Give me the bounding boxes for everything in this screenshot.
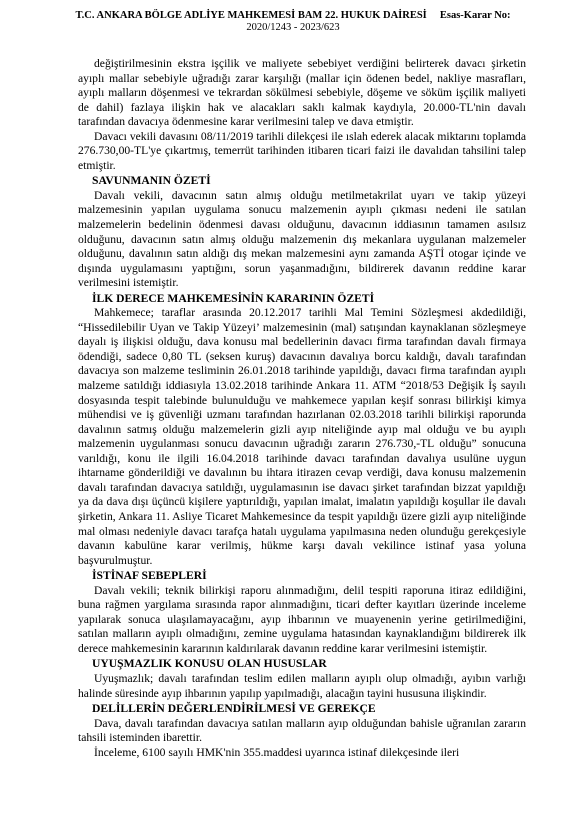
court-name: T.C. ANKARA BÖLGE ADLİYE MAHKEMESİ BAM 22. HUKUK DAİRESİ: [75, 10, 427, 21]
document-body: [78, 57, 526, 760]
paragraph-case-definition: Dava, davalı tarafından davacıya satılan malların ayıp olduğundan bahisle uğranılan zararın tahsili isteminden ibarettir.: [78, 716, 526, 745]
document-header: [0, 10, 586, 34]
paragraph-dispute: Uyuşmazlık; davalı tarafından teslim edilen malların ayıplı olup olmadığı, ayıbın varlığı halinde süresinde ayıp ihbarının yapılıp yapılmadığı, alacağın tayini hususuna ilişkindir.: [78, 671, 526, 700]
paragraph-claim-continued: değiştirilmesinin ekstra işçilik ve maliyete sebebiyet verdiğini belirterek davacı şirketin ayıplı mallar sebebiyle uğradığı zarar karşılığı (mallar için ödenen bedel, nakliye masrafları, ayıplı malların döşenmesi ve tekrardan sökülmesi sebebiyle, döşeme ve söküm işçilik maliyeti de dahil) fazlaya ilişkin hak ve alacakları saklı kalmak kaydıyla, 20.000-TL'nin davalı tarafından davacıya ödenmesine karar verilmesini talep ve dava etmiştir.: [78, 57, 526, 129]
case-numbers: 2020/1243 - 2023/623: [246, 22, 340, 33]
heading-defense-summary: SAVUNMANIN ÖZETİ: [92, 174, 211, 188]
esas-karar-label: Esas-Karar No:: [439, 10, 511, 21]
header-line: [0, 10, 586, 22]
heading-dispute-issues: UYUŞMAZLIK KONUSU OLAN HUSUSLAR: [92, 657, 327, 671]
paragraph-amendment: Davacı vekili davasını 08/11/2019 tarihli dilekçesi ile ıslah ederek alacak miktarını toplamda 276.730,00-TL'ye çıkartmış, temerrüt tarihinden itibaren ticari faizi ile davalıdan tahsilini talep etmiştir.: [78, 129, 526, 172]
heading-first-instance-decision: İLK DERECE MAHKEMESİNİN KARARININ ÖZETİ: [92, 291, 375, 305]
heading-appeal-grounds: İSTİNAF SEBEPLERİ: [92, 569, 207, 583]
paragraph-appeal-grounds: Davalı vekili; teknik bilirkişi raporu alınmadığını, delil tespiti raporuna itiraz edildiğini, buna rağmen yargılama sırasında rapor alınmadığını, ticari defter kayıtları üzerinde inceleme yapılarak sonuca ulaşılamayacağını, ayıp ihbarının ve muayenenin yerine getirilmediğini, satılan malların ayıplı olmadığını, zemine uygulama hatasından kaynaklandığını bildirerek ilk derece mahkemesinin kararının kaldırılarak davanın reddine karar verilmesini istemiştir.: [78, 583, 526, 655]
paragraph-review: İnceleme, 6100 sayılı HMK'nin 355.maddesi uyarınca istinaf dilekçesinde ileri: [94, 745, 460, 759]
heading-evidence-evaluation: DELİLLERİN DEĞERLENDİRİLMESİ VE GEREKÇE: [92, 702, 376, 716]
paragraph-defense: Davalı vekili, davacının satın almış olduğu metilmetakrilat uyarı ve takip yüzeyi malzemesinin yapılan uygulama sonucu malzemenin ayıplı çıkması nedeni ile satılan malzemelerin bedelinin ödenmesi davası olduğunu, davacının iddiasının tamamen asılsız olduğunu, davacının satın almış olduğu malzemenin dış mekanlara uygulanan malzemeler olduğunu, davalının satın aldığı dış mekan malzemesini aynı zamanda AŞTİ otogar içinde ve dışında uygulamasını yaptığını, sorun yaşanmadığını, bildirerek davanın reddine karar verilmesini istemiştir.: [78, 188, 526, 290]
paragraph-first-instance: Mahkemece; taraflar arasında 20.12.2017 tarihli Mal Temini Sözleşmesi akdedildiği, “Hissedilebilir Uyan ve Takip Yüzeyi’ malzemesinin (mal) satışından kaynaklanan sözleşmeye dayalı iş ilişkisi olduğu, dava konusu mal bedellerinin davacı firma tarafından davalı firmaya ödendiği, sadece 0,80 TL (seksen kuruş) davacının davalıya borcu kaldığı, davalı tarafından davacıya son malzeme tesliminin 26.01.2018 tarihinde yapıldığı, davacı firma tarafından ayıplı malzeme satıldığı iddiasıyla 13.02.2018 tarihinde Ankara 11. ATM “2018/53 Değişik İş sayılı dosyasında tespit talebinde bulunulduğu ve mahkemece yapılan keşif sonrası bilirkişi kimya mühendisi ve iş güvenliği uzmanı tarafından hazırlanan 02.03.2018 tarihli bilirkişi raporunda davalının satmış olduğu malzemelerin gizli ayıp niteliğinde ayıp mal olduğu ve bu ayıplı malzemenin uygulanması sonucu davacının uğradığı zararın 276.730,-TL olduğu” sonucuna varıldığı, konu ile ilgili 16.04.2018 tarihinde davacı tarafından davalıya usulüne uygun ihtarname gönderildiği ve davalının bu ihtara itirazen cevap verdiği, dava konusu malzemenin davalı tarafından davacıya satıldığı, uygulamasının ise davacı şirket tarafından bizzat yapıldığı ya da dava dışı üçüncü kişilere yaptırıldığı, yapılan imalat, imalatın yapıldığı koşullar ile davalı şirketin, Ankara 11. Asliye Ticaret Mahkemesince da tespit yapıldığı üzere gizli ayıp niteliğinde mal olması nedeniyle davacı tarafça hatalı uygulama yapılmasına neden olunduğu gerekçesiyle davanın kabulüne karar verilmiş, hükme karşı davalı vekilince istinaf yasa yoluna başvurulmuştur.: [78, 306, 526, 567]
